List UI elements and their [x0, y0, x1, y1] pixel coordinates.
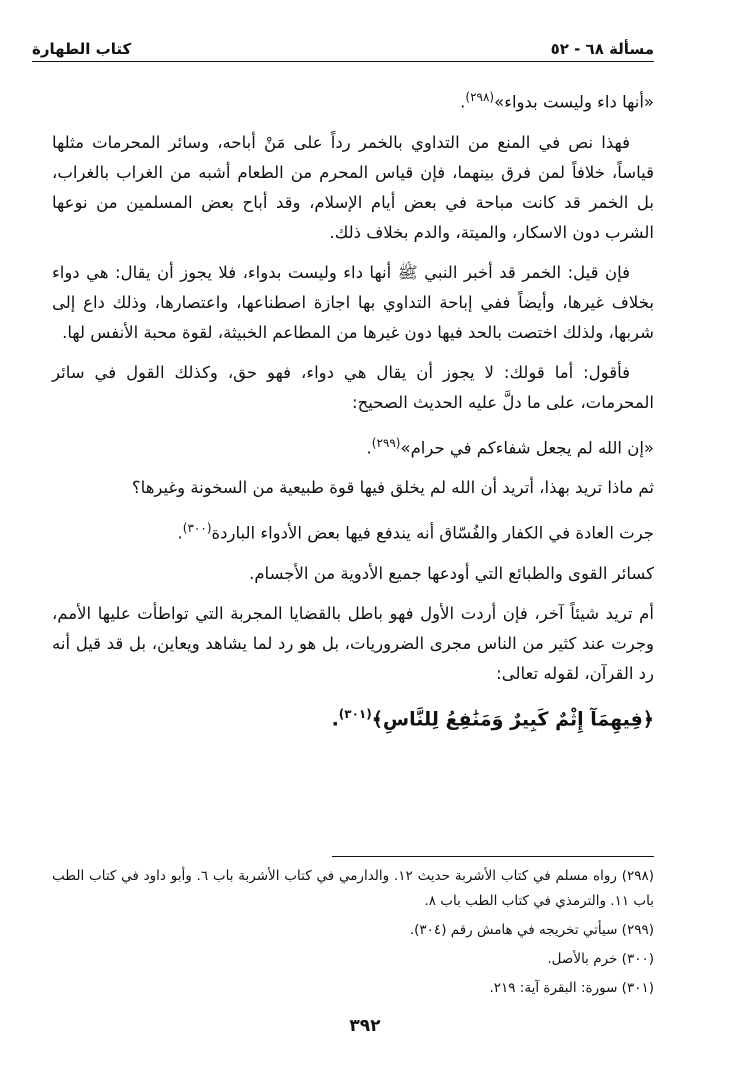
- header-book-title: كتاب الطهارة: [32, 40, 132, 58]
- paragraph: جرت العادة في الكفار والفُسّاق أنه يندفع فيها بعض الأدواء الباردة$^{(٣٠٠)}$.: [177, 521, 654, 543]
- running-header: [32, 28, 654, 62]
- footnote: (٣٠٠) خرم بالأصل.: [547, 951, 654, 967]
- footnote-reference: (٣٠١): [338, 706, 372, 721]
- paragraph: فهذا نص في المنع من التداوي بالخمر رداً على مَنْ أباحه، وسائر المحرمات مثلها قياساً، خلافاً لمن فرق بينهما، فإن قياس المحرم من الطعام أشبه من الغراب بالغراب، بل الخمر قد كانت مباحة في بعض أيام الإسلام، وقد أباح بعض المسلمين من نوعها الشرب دون الاسكار، والميتة، والدم بخلاف ذلك.: [52, 132, 654, 242]
- paragraph: كسائر القوى والطبائع التي أودعها جميع الأدوية من الأجسام.: [249, 563, 654, 583]
- paragraph: فأقول: أما قولك: لا يجوز أن يقال هي دواء، فهو حق، وكذلك القول في سائر المحرمات، على ما دلَّ عليه الحديث الصحيح:: [52, 362, 654, 412]
- footnotes: [52, 864, 654, 1005]
- footnote-reference: (٢٩٨): [465, 90, 495, 104]
- paragraph: ثم ماذا تريد بهذا، أتريد أن الله لم يخلق فيها قوة طبيعية من السخونة وغيرها؟: [131, 478, 654, 497]
- page-number: ٣٩٢: [349, 1016, 381, 1036]
- header-issue-number: مسألة ٦٨ - ٥٢: [550, 40, 654, 58]
- main-text: [52, 82, 654, 744]
- footnote-reference: (٣٠٠): [182, 521, 212, 535]
- paragraph: «إن الله لم يجعل شفاءكم في حرام»$^{(٢٩٩)}$.: [366, 435, 654, 457]
- footnote: (٣٠١) سورة: البقرة آية: ٢١٩.: [489, 980, 654, 996]
- paragraph: أم تريد شيئاً آخر، فإن أردت الأول فهو باطل بالقضايا المجربة التي تواطأت عليها الأمم، وجرت عند كثير من الناس مجرى الضروريات، بل هو رد لما يشاهد ويعاين، بل قد قيل أنه رد القرآن، لقوله تعالى:: [52, 603, 654, 683]
- footnote-divider: [332, 856, 654, 857]
- paragraph: «أنها داء وليست بدواء»$^{(٢٩٨)}$.: [460, 90, 654, 112]
- footnote: (٢٩٩) سيأتي تخريجه في هامش رقم (٣٠٤).: [409, 922, 654, 938]
- paragraph: فإن قيل: الخمر قد أخبر النبي ﷺ أنها داء وليست بدواء، فلا يجوز أن يقال: هي دواء بخلاف غيرها، وأيضاً ففي إباحة التداوي بها اجازة اصطناعها، واعتصارها، وذلك داع إلى شربها، ولذلك اختصت بالحد فيها دون غيرها من المطاعم الخبيثة، لقوة محبة الأنفس لها.: [52, 262, 654, 342]
- footnote: (٢٩٨) رواه مسلم في كتاب الأشربة حديث ١٢. والدارمي في كتاب الأشربة باب ٦. وأبو داود في كتاب الطب باب ١١. والترمذي في كتاب الطب باب ٨.: [52, 868, 655, 909]
- footnote-reference: (٢٩٩): [371, 435, 401, 450]
- quran-verse: ﴿فِيهِمَآ إِثْمٌ كَبِيرٌ وَمَنَٰفِعُ لِلنَّاسِ﴾$^{(٣٠١)}$.: [331, 706, 654, 730]
